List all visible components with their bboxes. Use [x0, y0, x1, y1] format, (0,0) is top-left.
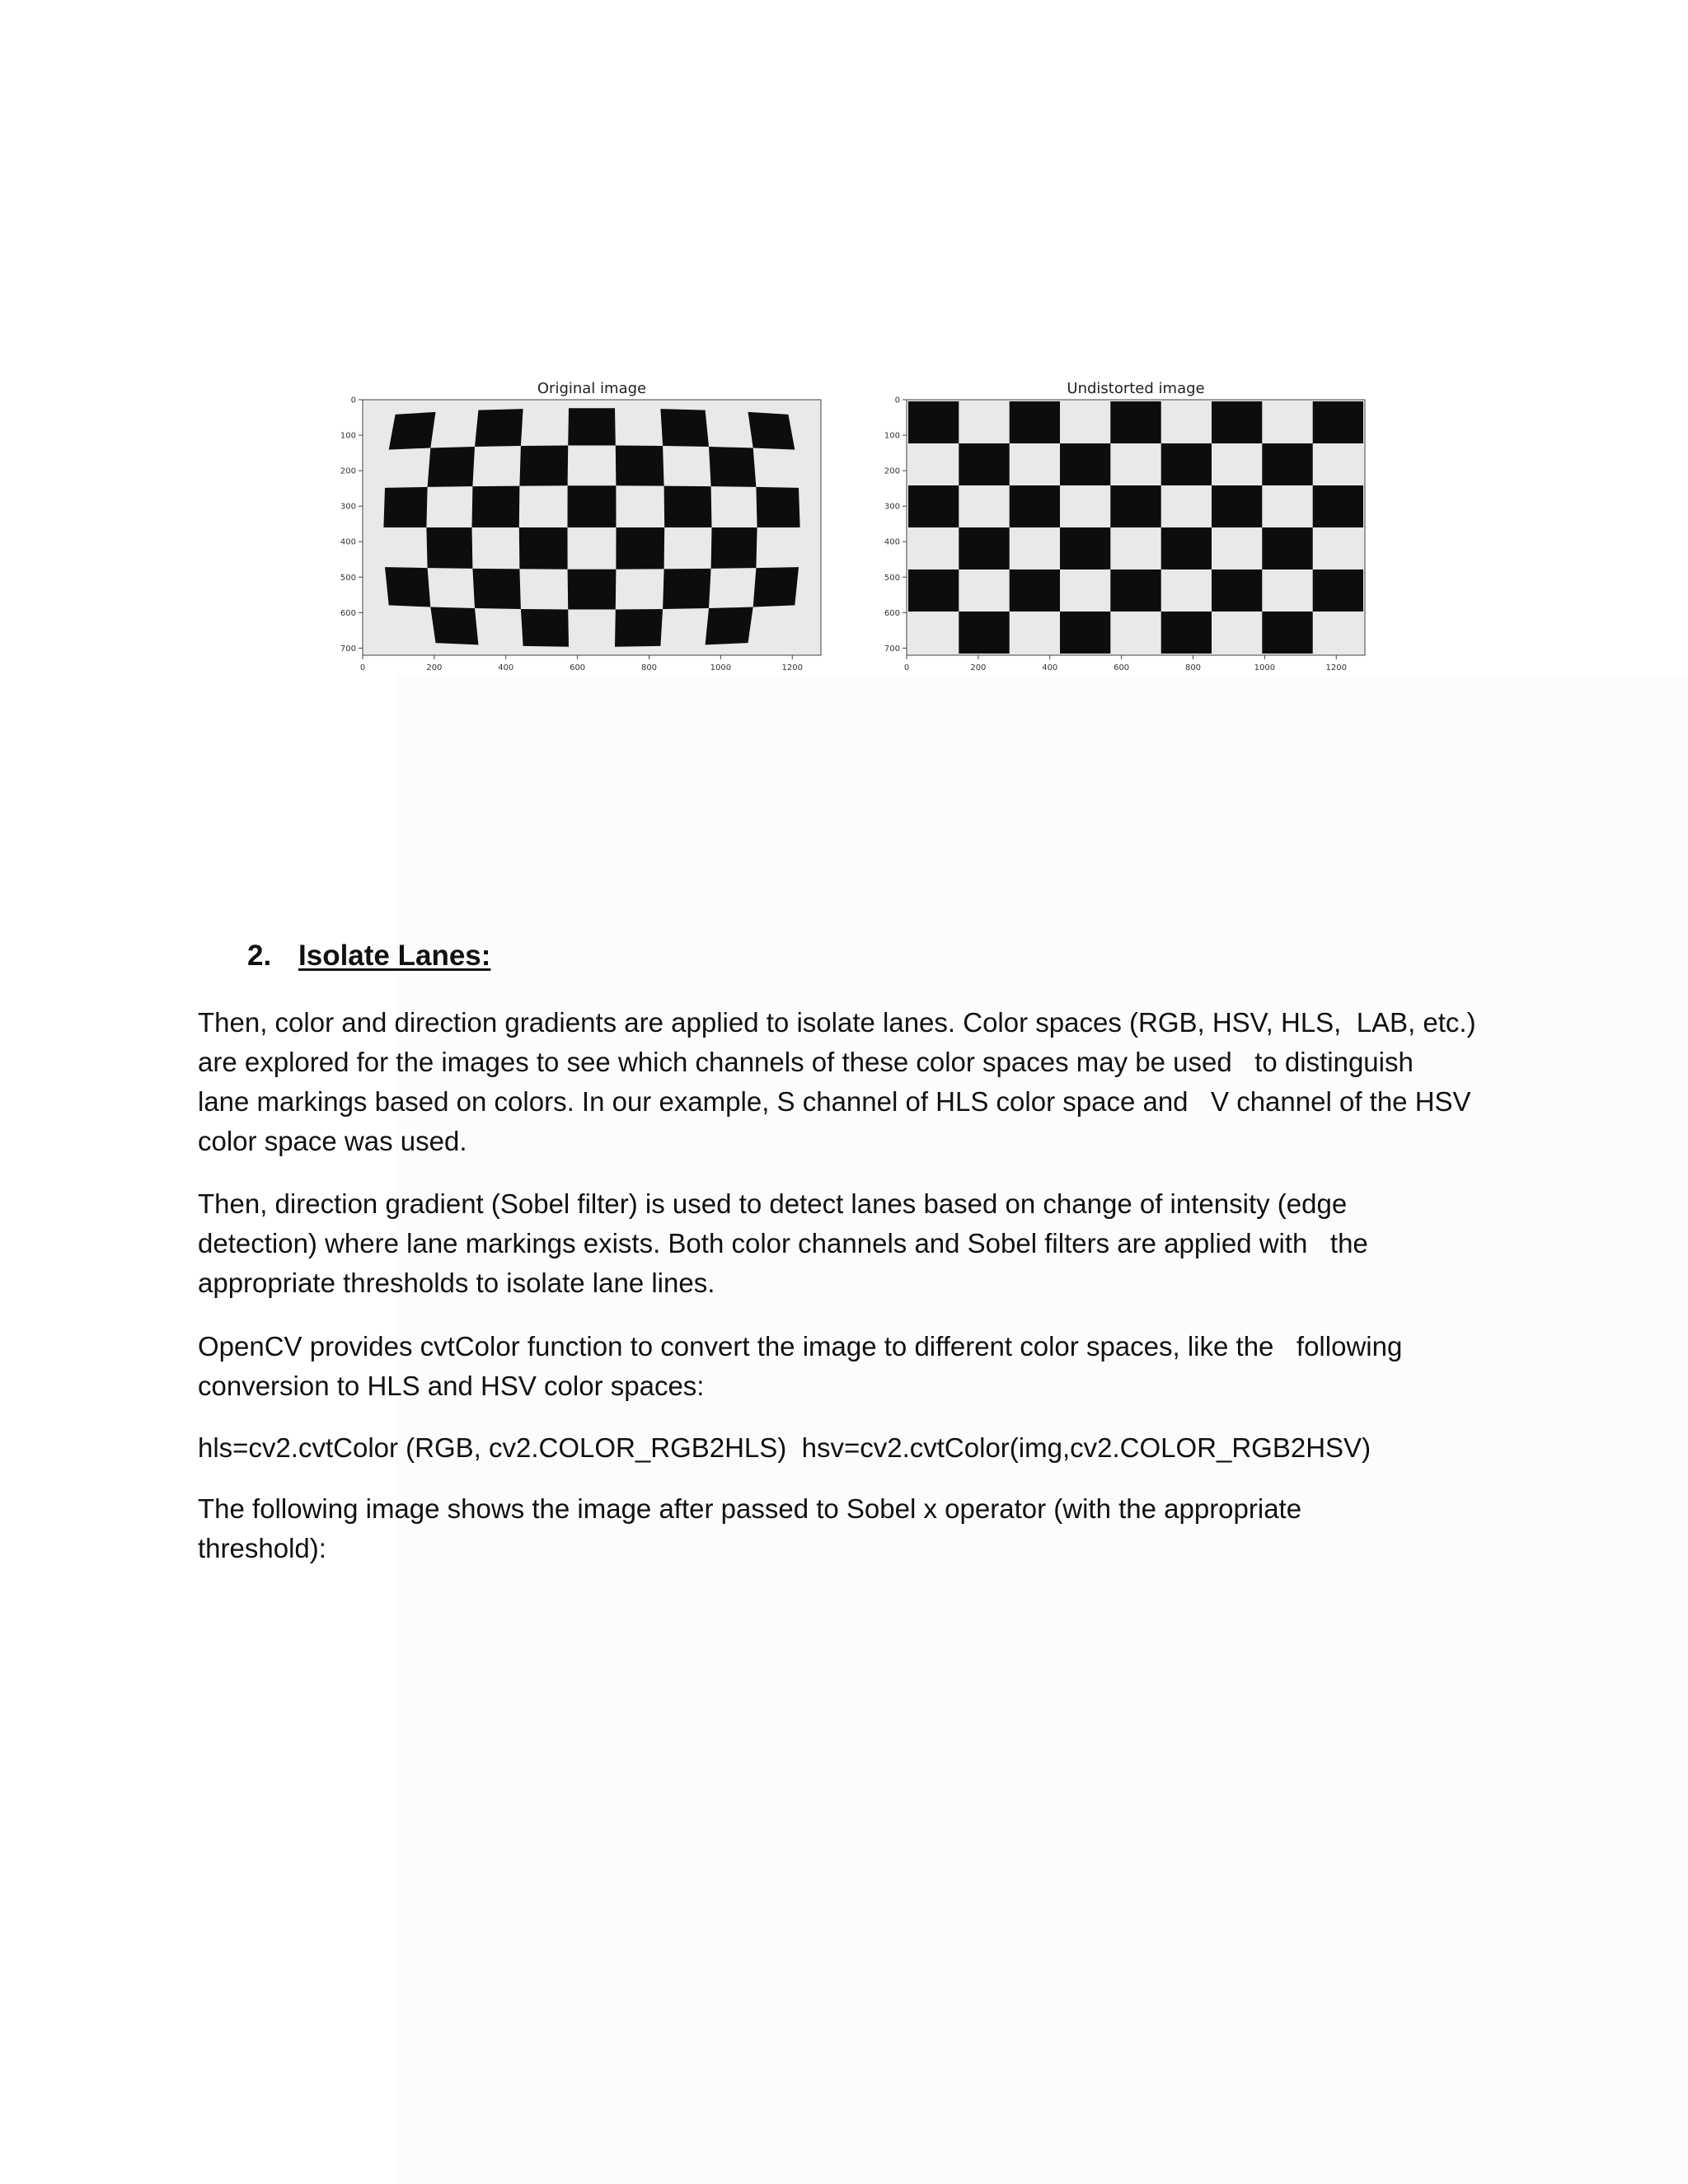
y-tick-label: 0 — [350, 396, 356, 405]
chessboard-square — [908, 401, 959, 443]
chessboard-square — [1313, 569, 1363, 612]
y-tick-label: 700 — [884, 644, 900, 654]
paragraph-line: conversion to HLS and HSV color spaces: — [198, 1371, 705, 1401]
original-image-plot — [321, 375, 832, 688]
chessboard-square — [663, 569, 711, 609]
paragraph-line: Then, color and direction gradients are applied to isolate lanes. Color spaces (RGB, HSV, HLS, LAB, etc.) — [198, 1007, 1476, 1038]
y-tick-label: 400 — [884, 537, 900, 547]
undistorted-image-plot — [865, 375, 1376, 688]
x-tick-label: 800 — [640, 663, 658, 673]
chessboard-square — [428, 447, 475, 487]
chessboard-square — [568, 408, 616, 445]
y-tick-label: 600 — [884, 608, 900, 618]
paragraph-direction-gradient — [198, 1184, 1484, 1303]
calibration-figure — [321, 375, 1376, 688]
chessboard-square — [959, 527, 1009, 569]
x-tick-label: 200 — [426, 663, 443, 673]
chessboard-square — [706, 607, 753, 645]
chessboard-square — [1110, 485, 1160, 527]
paragraph-line: appropriate thresholds to isolate lane lines. — [198, 1268, 715, 1298]
chessboard-square — [383, 487, 427, 527]
paragraph-line: color space was used. — [198, 1126, 467, 1156]
chessboard-square — [1262, 612, 1312, 654]
chessboard-square — [959, 612, 1009, 654]
paragraph-line: lane markings based on colors. In our example, S channel of HLS color space and V channel of the HSV — [198, 1086, 1471, 1117]
chessboard-square — [568, 485, 617, 527]
chessboard-square — [1161, 443, 1212, 485]
paragraph-line: are explored for the images to see which channels of these color spaces may be used to distinguish — [198, 1047, 1414, 1077]
x-tick-label: 0 — [903, 663, 910, 673]
x-tick-label: 0 — [359, 663, 366, 673]
chessboard-square — [756, 487, 799, 527]
paragraph-line: OpenCV provides cvtColor function to convert the image to different color spaces, like the following — [198, 1331, 1403, 1361]
x-tick-label: 600 — [1114, 663, 1130, 673]
chessboard-square — [709, 447, 756, 487]
chessboard-square — [1161, 612, 1212, 654]
chessboard-square — [616, 446, 664, 486]
paragraph-line: detection) where lane markings exists. Both color channels and Sobel filters are applied with the — [198, 1228, 1368, 1258]
chessboard-square — [959, 443, 1009, 485]
paragraph-color-spaces — [198, 1003, 1484, 1161]
y-tick-label: 100 — [340, 431, 356, 441]
plot-title: Undistorted image — [1067, 380, 1205, 397]
chessboard-square — [711, 527, 757, 569]
chessboard-square — [1010, 401, 1060, 443]
chessboard-square — [1060, 443, 1110, 485]
chessboard-square — [430, 607, 478, 645]
y-tick-label: 200 — [340, 466, 356, 476]
chessboard-square — [748, 412, 795, 450]
chessboard-square — [753, 567, 799, 607]
y-tick-label: 0 — [894, 396, 900, 405]
chessboard-square — [519, 527, 568, 569]
section-number: 2. — [247, 940, 272, 972]
chessboard-square — [1262, 527, 1312, 569]
chessboard-square — [385, 567, 430, 607]
y-tick-label: 600 — [340, 608, 356, 618]
y-tick-label: 500 — [340, 573, 356, 583]
paragraph-line: hls=cv2.cvtColor (RGB, cv2.COLOR_RGB2HLS) hsv=cv2.cvtColor(img,cv2.COLOR_RGB2HSV) — [198, 1432, 1372, 1463]
x-tick-label: 1000 — [1254, 663, 1276, 673]
x-tick-label: 800 — [1184, 663, 1202, 673]
chessboard-square — [1313, 401, 1363, 443]
chessboard-square — [426, 527, 472, 569]
paragraph-line: threshold): — [198, 1533, 326, 1563]
chessboard-square — [1110, 569, 1160, 612]
chessboard-square — [568, 569, 617, 610]
chessboard-square — [616, 527, 664, 569]
chessboard-square — [519, 446, 568, 486]
chessboard-square — [664, 486, 712, 527]
chessboard-square — [1010, 569, 1060, 612]
y-tick-label: 700 — [340, 644, 356, 654]
plot-title: Original image — [537, 380, 647, 397]
chessboard-square — [1110, 401, 1160, 443]
x-tick-label: 200 — [970, 663, 987, 673]
paragraph-line: The following image shows the image after passed to Sobel x operator (with the appropriate — [198, 1493, 1302, 1524]
chessboard-square — [475, 409, 523, 447]
undistorted-image-chart — [865, 375, 1376, 688]
chessboard-square — [389, 412, 436, 450]
chessboard-square — [472, 486, 520, 527]
paragraph-opencv — [198, 1327, 1484, 1406]
original-image-chart — [321, 375, 832, 688]
chessboard-square — [660, 409, 709, 447]
y-tick-label: 200 — [884, 466, 900, 476]
y-tick-label: 300 — [340, 502, 356, 512]
y-tick-label: 400 — [340, 537, 356, 547]
chessboard-square — [521, 609, 569, 647]
chessboard-square — [1313, 485, 1363, 527]
x-tick-label: 1200 — [1325, 663, 1347, 673]
chessboard-square — [1010, 485, 1060, 527]
chessboard-square — [1212, 485, 1262, 527]
chessboard-square — [1212, 401, 1262, 443]
y-tick-label: 500 — [884, 573, 900, 583]
paragraph-sobel — [198, 1489, 1484, 1568]
chessboard-square — [1060, 527, 1110, 569]
chessboard-square — [615, 609, 663, 647]
x-tick-label: 400 — [498, 663, 514, 673]
x-tick-label: 600 — [570, 663, 586, 673]
y-tick-label: 300 — [884, 502, 900, 512]
section-title: Isolate Lanes: — [298, 940, 491, 972]
chessboard-square — [1060, 612, 1110, 654]
chessboard-square — [472, 569, 521, 609]
code-line — [198, 1428, 1484, 1468]
chessboard-square — [908, 485, 959, 527]
section-heading — [247, 940, 490, 972]
chessboard-square — [1161, 527, 1212, 569]
chessboard-square — [1262, 443, 1312, 485]
y-tick-label: 100 — [884, 431, 900, 441]
x-tick-label: 400 — [1042, 663, 1058, 673]
chessboard-square — [1212, 569, 1262, 612]
x-tick-label: 1000 — [710, 663, 732, 673]
x-tick-label: 1200 — [781, 663, 803, 673]
chessboard-square — [908, 569, 959, 612]
paragraph-line: Then, direction gradient (Sobel filter) is used to detect lanes based on change of intensity (edge — [198, 1188, 1348, 1219]
